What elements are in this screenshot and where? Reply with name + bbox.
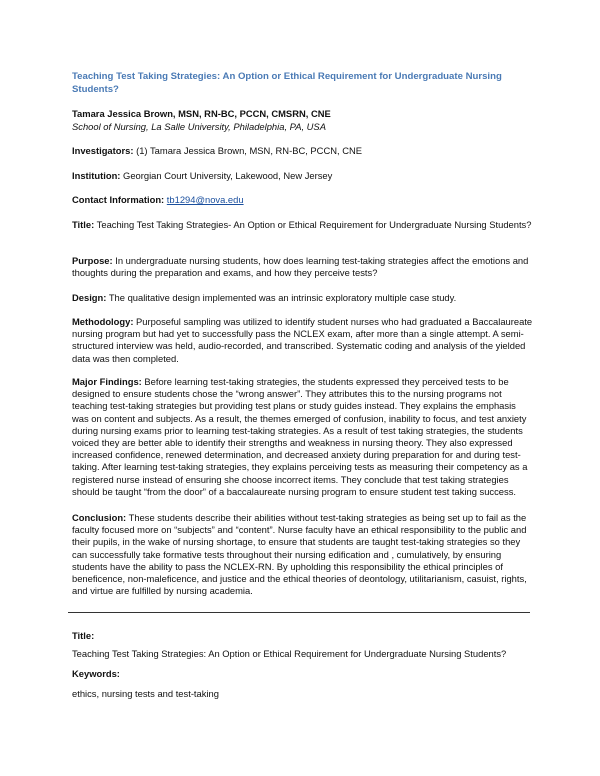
purpose-section xyxy=(72,255,534,279)
conclusion-section xyxy=(72,512,534,597)
keywords-label: Keywords: xyxy=(72,668,120,679)
purpose-label: Purpose: xyxy=(72,255,113,266)
contact-section xyxy=(72,194,534,206)
title-label: Title: xyxy=(72,219,95,230)
conclusion-label: Conclusion: xyxy=(72,512,127,523)
contact-label: Contact Information: xyxy=(72,194,165,205)
methodology-label: Methodology: xyxy=(72,316,134,327)
footer-title-label: Title: xyxy=(72,630,95,641)
investigators-label: Investigators: xyxy=(72,145,134,156)
institution-section xyxy=(72,170,534,182)
title-value: Teaching Test Taking Strategies- An Option or Ethical Requirement for Undergraduate Nursing Students? xyxy=(94,219,532,230)
findings-section xyxy=(72,376,534,498)
findings-value: Before learning test-taking strategies, the students expressed they perceived tests to be designed to ensure students chose the “wrong answer”. They attributes this to the nursing programs not teaching test-taking strategies but providing test plans or study guides instead. They explains the emphasis was on content and subjects. As a result, the themes emerged of confusion, inability to focus, and test anxiety during nursing exams prior to learning test-taking strategies. As a result of test taking strategies, the students voiced they are better able to identify their strengths and weakness in nursing theory. They also expressed increased confidence, renewed determination, and decreased anxiety during preparation for and during test-taking. After learning test-taking strategies, they explains perceiving tests as measuring their competency as a registered nurse instead of ensuring she choose incorrect items. They conclude that test taking strategies should be taught “from the door” of a baccalaureate nursing program to ensure student test taking success. xyxy=(72,376,528,497)
institution-value: Georgian Court University, Lakewood, New Jersey xyxy=(120,170,333,181)
document-title: Teaching Test Taking Strategies: An Option or Ethical Requirement for Undergraduate Nursing Students? xyxy=(72,71,502,95)
design-section xyxy=(72,292,534,304)
title-section xyxy=(72,219,534,231)
design-label: Design: xyxy=(72,292,107,303)
institution-label: Institution: xyxy=(72,170,121,181)
methodology-section xyxy=(72,316,534,365)
findings-label: Major Findings: xyxy=(72,376,142,387)
conclusion-value: These students describe their abilities without test-taking strategies as being set up to fail as the faculty focused more on “subjects” and “content”. Nurse faculty have an ethical responsibility to the public and their pupils, in the wake of nursing shortage, to ensure that students are taught test-taking strategies so they can successfully take formative tests throughout their nursing edification and , cumulatively, by ensuring students have the ability to pass the NCLEX-RN. By upholding this responsibility the ethical principles of beneficence, non-maleficence, and justice and the ethical theories of deontology, utilitarianism, casuist, rights, and virtue are fulfilled by nursing academia. xyxy=(72,512,527,597)
author-name: Tamara Jessica Brown, MSN, RN-BC, PCCN, CMSRN, CNE xyxy=(72,108,331,119)
keywords-value: ethics, nursing tests and test-taking xyxy=(72,688,219,699)
footer-title-value: Teaching Test Taking Strategies: An Option or Ethical Requirement for Undergraduate Nursing Students? xyxy=(72,648,507,659)
investigators-section xyxy=(72,145,534,157)
methodology-value: Purposeful sampling was utilized to identify student nurses who had graduated a Baccalaureate nursing program but had yet to successfully pass the NCLEX exam, after more than a single attempt. A semi-structured interview was held, audio-recorded, and transcribed. Systematic coding and analysis of the yielded data was then completed. xyxy=(72,316,533,364)
purpose-value: In undergraduate nursing students, how does learning test-taking strategies affect the emotions and thoughts during the preparation and exams, and how they perceive tests? xyxy=(72,255,529,279)
design-value: The qualitative design implemented was an intrinsic exploratory multiple case study. xyxy=(106,292,457,303)
contact-email-link[interactable]: tb1294@nova.edu xyxy=(166,194,244,205)
investigators-value: (1) Tamara Jessica Brown, MSN, RN-BC, PCCN, CNE xyxy=(133,145,362,156)
section-divider xyxy=(68,612,530,613)
author-affiliation: School of Nursing, La Salle University, Philadelphia, PA, USA xyxy=(72,121,326,132)
